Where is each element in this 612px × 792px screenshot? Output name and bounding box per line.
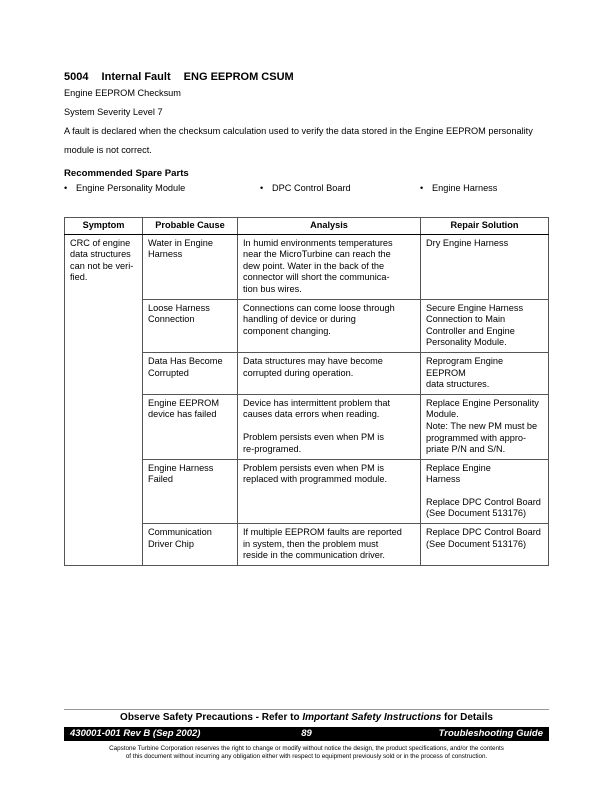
column-header-repair-solution: Repair Solution [421,218,549,235]
description-line: module is not correct. [64,145,152,155]
cause-line: Loose Harness [148,302,210,313]
troubleshooting-table [64,217,549,566]
repair-line: Reprogram Engine EEPROM [426,355,504,378]
analysis-line: handling of device or during [243,314,356,325]
repair-line: Replace Engine Personality [426,397,539,408]
repair-line: programmed with appro- [426,432,527,443]
symptom-line: CRC of engine [70,237,131,248]
cause-cell [143,524,238,566]
analysis-line: causes data errors when reading. [243,409,380,420]
fault-title [64,71,304,83]
analysis-line: near the MicroTurbine can reach the [243,249,391,260]
symptom-cell [65,234,143,565]
analysis-cell [238,234,421,299]
description-line: A fault is declared when the checksum calculation used to verify the data stored in the Engine EEPROM personality [64,126,533,136]
analysis-line: Problem persists even when PM is [243,431,384,442]
table-body [65,234,549,565]
spacer [243,421,415,432]
repair-line: Replace DPC Control Board [426,496,541,507]
analysis-line: Connections can come loose through [243,302,395,313]
analysis-line: reside in the communication driver. [243,550,385,561]
repair-line: Note: The new PM must be [426,420,538,431]
analysis-line: dew point. Water in the back of the [243,260,385,271]
repair-cell [421,352,549,394]
repair-cell [421,394,549,459]
column-header-symptom: Symptom [65,218,143,235]
table-row [65,234,549,299]
bullet-icon: • [260,183,264,193]
cause-cell [143,459,238,523]
fault-name: Internal Fault [101,71,171,83]
repair-line: Dry Engine Harness [426,237,509,248]
spacer [426,486,543,497]
safety-prefix: Observe Safety Precautions - Refer to [120,712,303,723]
analysis-cell [238,352,421,394]
repair-line: Replace Engine [426,462,491,473]
analysis-line: Problem persists even when PM is [243,462,384,473]
cause-line: Data Has Become [148,355,223,366]
table-header-row [65,218,549,235]
repair-line: Personality Module. [426,337,507,348]
analysis-line: connector will short the communica- [243,272,390,283]
spare-part-label: DPC Control Board [272,183,351,193]
spare-part-item [260,183,351,193]
analysis-cell [238,299,421,352]
repair-line: Module. [426,409,459,420]
spare-parts-heading: Recommended Spare Parts [64,168,189,179]
cause-line: device has failed [148,409,217,420]
repair-line: Secure Engine Harness [426,302,524,313]
disclaimer [64,745,549,761]
severity-line: System Severity Level 7 [64,107,163,117]
repair-cell [421,524,549,566]
cause-line: Driver Chip [148,538,194,549]
spare-part-label: Engine Personality Module [76,183,186,193]
analysis-cell [238,459,421,523]
analysis-line: In humid environments temperatures [243,237,393,248]
column-header-analysis: Analysis [238,218,421,235]
repair-line: Harness [426,474,461,485]
analysis-line: If multiple EEPROM faults are reported [243,527,402,538]
cause-line: Failed [148,474,174,485]
disclaimer-line: Capstone Turbine Corporation reserves the right to change or modify without notice the design, the product specifications, and/or the contents [109,745,504,752]
cause-line: Engine EEPROM [148,397,219,408]
description-line: Engine EEPROM Checksum [64,88,181,98]
repair-line: Controller and Engine [426,325,515,336]
cause-cell [143,394,238,459]
spare-part-item [64,183,185,193]
analysis-line: re-programed. [243,443,302,454]
analysis-line: in system, then the problem must [243,538,379,549]
bullet-icon: • [420,183,424,193]
bullet-icon: • [64,183,68,193]
analysis-line: corrupted during operation. [243,367,354,378]
cause-cell [143,234,238,299]
page-number: 89 [301,728,312,739]
analysis-line: tion bus wires. [243,283,302,294]
analysis-line: replaced with programmed module. [243,474,388,485]
repair-cell [421,299,549,352]
fault-short-name: ENG EEPROM CSUM [183,71,294,83]
repair-line: Connection to Main [426,314,506,325]
cause-line: Engine Harness [148,462,214,473]
symptom-line: can not be veri- [70,260,134,271]
analysis-line: Data structures may have become [243,355,383,366]
cause-line: Communication [148,527,212,538]
cause-line: Corrupted [148,367,189,378]
document-id: 430001-001 Rev B (Sep 2002) [70,728,201,739]
spare-part-item [420,183,497,193]
guide-name: Troubleshooting Guide [438,728,543,739]
cause-cell [143,299,238,352]
column-header-probable-cause: Probable Cause [143,218,238,235]
repair-cell [421,234,549,299]
footer-bar [64,727,549,741]
cause-line: Connection [148,314,195,325]
symptom-line: data structures [70,249,131,260]
repair-line: (See Document 513176) [426,508,527,519]
repair-cell [421,459,549,523]
analysis-line: Device has intermittent problem that [243,397,391,408]
repair-line: Replace DPC Control Board [426,527,541,538]
safety-instructions-reference: Important Safety Instructions [302,712,442,723]
analysis-line: component changing. [243,325,331,336]
analysis-cell [238,394,421,459]
disclaimer-line: of this document without incurring any obligation either with respect to equipment previously sold or in the process of construction. [125,753,488,760]
cause-line: Harness [148,249,183,260]
repair-line: (See Document 513176) [426,538,527,549]
analysis-cell [238,524,421,566]
repair-line: data structures. [426,379,490,390]
fault-code: 5004 [64,71,89,83]
cause-cell [143,352,238,394]
symptom-line: fied. [70,272,88,283]
footer-divider [64,709,549,710]
cause-line: Water in Engine [148,237,214,248]
repair-line: priate P/N and S/N. [426,444,506,455]
safety-notice [64,712,549,723]
spare-part-label: Engine Harness [432,183,498,193]
safety-suffix: for Details [441,712,493,723]
